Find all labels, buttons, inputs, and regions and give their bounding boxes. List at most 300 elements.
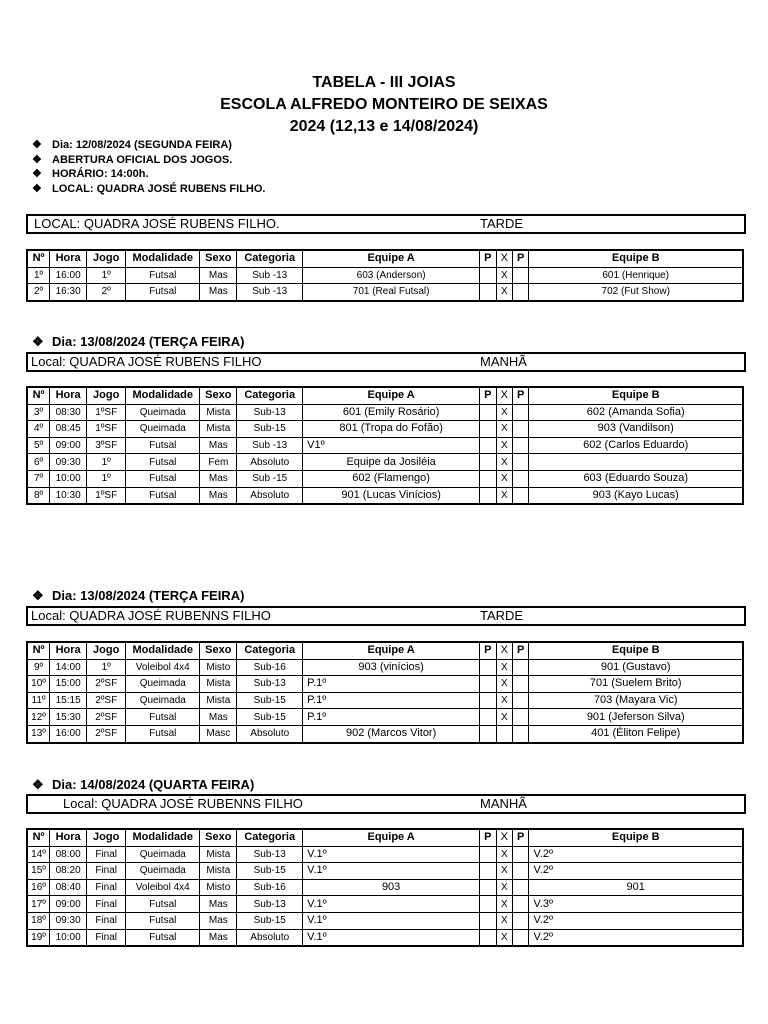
cell-number: 8º: [27, 487, 50, 504]
cell-sex: Mista: [200, 863, 237, 880]
cell-game: 3ºSF: [87, 437, 126, 454]
cell-team-a: 603 (Anderson): [303, 267, 480, 284]
column-header-category: Categoria: [237, 387, 303, 404]
cell-points-b: [513, 284, 529, 301]
cell-category: Sub -13: [237, 284, 303, 301]
cell-sport: Queimada: [126, 692, 200, 709]
table-row: [27, 846, 743, 863]
cell-points-b: [513, 676, 529, 693]
column-header-game: Jogo: [87, 250, 126, 267]
cell-points-b: [513, 725, 529, 742]
cell-sport: Futsal: [126, 470, 200, 487]
column-header-game: Jogo: [87, 387, 126, 404]
cell-sex: Masc: [200, 725, 237, 742]
cell-versus: X: [496, 863, 512, 880]
cell-number: 11º: [27, 692, 50, 709]
column-header-points-a: P: [480, 642, 496, 659]
cell-sport: Futsal: [126, 267, 200, 284]
cell-versus: X: [496, 896, 512, 913]
cell-points-b: [513, 470, 529, 487]
session-3-table: [26, 641, 744, 744]
column-header-versus: X: [496, 387, 512, 404]
cell-team-b: 602 (Carlos Eduardo): [529, 437, 743, 454]
diamond-bullet-icon: ❖: [32, 139, 42, 151]
cell-points-b: [513, 659, 529, 676]
column-header-time: Hora: [50, 642, 87, 659]
cell-sport: Futsal: [126, 929, 200, 946]
diamond-bullet-icon: ❖: [32, 182, 42, 195]
cell-sport: Futsal: [126, 454, 200, 471]
cell-team-b: 901 (Gustavo): [529, 659, 743, 676]
cell-team-a: V.1º: [303, 912, 480, 929]
cell-number: 13º: [27, 725, 50, 742]
cell-number: 7º: [27, 470, 50, 487]
cell-time: 08:00: [50, 846, 87, 863]
cell-team-a: 602 (Flamengo): [303, 470, 480, 487]
cell-team-b: 903 (Kayo Lucas): [529, 487, 743, 504]
intro-item: [32, 182, 266, 197]
column-header-team-b: Equipe B: [529, 642, 743, 659]
cell-number: 19º: [27, 929, 50, 946]
column-header-sport: Modalidade: [126, 829, 200, 846]
session-4-local: Local: QUADRA JOSÉ RUBENNS FILHO: [63, 796, 303, 811]
column-header-points-a: P: [480, 387, 496, 404]
cell-sex: Mas: [200, 896, 237, 913]
cell-points-a: [480, 912, 496, 929]
session-4-day-heading: [32, 777, 254, 793]
cell-sex: Misto: [200, 879, 237, 896]
cell-sex: Fem: [200, 454, 237, 471]
cell-game: 1º: [87, 454, 126, 471]
session-4-day: Dia: 14/08/2024 (QUARTA FEIRA): [52, 777, 255, 792]
cell-versus: X: [496, 709, 512, 726]
cell-versus: [496, 725, 512, 742]
intro-item-text: LOCAL: QUADRA JOSÉ RUBENS FILHO.: [52, 182, 266, 195]
cell-team-a: 902 (Marcos Vitor): [303, 725, 480, 742]
cell-sport: Futsal: [126, 896, 200, 913]
cell-game: 2ºSF: [87, 676, 126, 693]
cell-sport: Voleibol 4x4: [126, 879, 200, 896]
cell-versus: X: [496, 692, 512, 709]
cell-points-a: [480, 421, 496, 438]
diamond-bullet-icon: ❖: [32, 777, 44, 792]
cell-time: 09:30: [50, 454, 87, 471]
cell-points-a: [480, 846, 496, 863]
cell-points-b: [513, 487, 529, 504]
table-row: [27, 659, 743, 676]
table-row: [27, 470, 743, 487]
cell-game: Final: [87, 863, 126, 880]
cell-category: Sub-16: [237, 879, 303, 896]
table-row: [27, 912, 743, 929]
cell-team-b: 701 (Suelem Brito): [529, 676, 743, 693]
cell-sex: Mas: [200, 487, 237, 504]
cell-category: Sub -15: [237, 470, 303, 487]
cell-category: Sub-13: [237, 404, 303, 421]
cell-number: 5º: [27, 437, 50, 454]
session-1-local: LOCAL: QUADRA JOSÉ RUBENS FILHO.: [34, 216, 280, 231]
cell-team-b: V.2º: [529, 846, 743, 863]
diamond-bullet-icon: ❖: [32, 153, 42, 166]
column-header-points-b: P: [513, 250, 529, 267]
cell-points-a: [480, 659, 496, 676]
column-header-sex: Sexo: [200, 387, 237, 404]
cell-sex: Mas: [200, 284, 237, 301]
column-header-number: Nº: [27, 387, 50, 404]
cell-sex: Mista: [200, 676, 237, 693]
cell-points-a: [480, 879, 496, 896]
column-header-points-b: P: [513, 387, 529, 404]
diamond-bullet-icon: ❖: [32, 588, 44, 603]
cell-team-a: 903: [303, 879, 480, 896]
cell-team-b: 601 (Henrique): [529, 267, 743, 284]
intro-item-text: HORÁRIO: 14:00h.: [52, 168, 149, 181]
cell-sport: Futsal: [126, 487, 200, 504]
cell-team-a: P.1º: [303, 709, 480, 726]
session-4-period: MANHÃ: [480, 796, 527, 811]
session-1-table: [26, 249, 744, 302]
cell-time: 14:00: [50, 659, 87, 676]
table-row: [27, 487, 743, 504]
session-2-day-heading: [32, 334, 244, 350]
cell-points-b: [513, 879, 529, 896]
cell-versus: X: [496, 879, 512, 896]
cell-sport: Queimada: [126, 863, 200, 880]
cell-number: 15º: [27, 863, 50, 880]
cell-sport: Queimada: [126, 421, 200, 438]
cell-points-a: [480, 284, 496, 301]
cell-game: Final: [87, 879, 126, 896]
column-header-game: Jogo: [87, 829, 126, 846]
school-name: ESCOLA ALFREDO MONTEIRO DE SEIXAS: [220, 96, 548, 113]
session-1-period: TARDE: [480, 216, 524, 231]
cell-category: Sub-15: [237, 912, 303, 929]
cell-versus: X: [496, 454, 512, 471]
cell-points-b: [513, 912, 529, 929]
cell-team-b: 702 (Fut Show): [529, 284, 743, 301]
column-header-team-a: Equipe A: [303, 829, 480, 846]
table-row: [27, 267, 743, 284]
diamond-bullet-icon: ❖: [32, 334, 44, 349]
cell-sport: Queimada: [126, 404, 200, 421]
cell-sport: Voleibol 4x4: [126, 659, 200, 676]
cell-game: Final: [87, 896, 126, 913]
cell-sex: Mas: [200, 437, 237, 454]
cell-sex: Mista: [200, 421, 237, 438]
cell-points-b: [513, 846, 529, 863]
cell-points-b: [513, 709, 529, 726]
cell-points-a: [480, 725, 496, 742]
cell-versus: X: [496, 659, 512, 676]
table-header-row: [27, 642, 743, 659]
cell-game: 1º: [87, 659, 126, 676]
cell-game: 2ºSF: [87, 725, 126, 742]
column-header-team-b: Equipe B: [529, 387, 743, 404]
column-header-time: Hora: [50, 387, 87, 404]
cell-category: Absoluto: [237, 454, 303, 471]
cell-team-a: P.1º: [303, 676, 480, 693]
cell-versus: X: [496, 846, 512, 863]
cell-versus: X: [496, 421, 512, 438]
cell-sport: Futsal: [126, 725, 200, 742]
column-header-versus: X: [496, 250, 512, 267]
cell-points-a: [480, 267, 496, 284]
cell-category: Absoluto: [237, 487, 303, 504]
table-row: [27, 454, 743, 471]
cell-team-b: 603 (Eduardo Souza): [529, 470, 743, 487]
cell-points-b: [513, 863, 529, 880]
table-row: [27, 421, 743, 438]
cell-points-a: [480, 487, 496, 504]
cell-time: 09:00: [50, 896, 87, 913]
cell-points-a: [480, 692, 496, 709]
cell-team-a: 801 (Tropa do Fofão): [303, 421, 480, 438]
session-3-period: TARDE: [480, 608, 524, 623]
cell-points-b: [513, 404, 529, 421]
cell-team-a: V.1º: [303, 863, 480, 880]
cell-sport: Futsal: [126, 284, 200, 301]
cell-number: 3º: [27, 404, 50, 421]
column-header-category: Categoria: [237, 250, 303, 267]
table-row: [27, 879, 743, 896]
cell-sport: Futsal: [126, 709, 200, 726]
cell-number: 18º: [27, 912, 50, 929]
column-header-sport: Modalidade: [126, 387, 200, 404]
cell-team-b: 401 (Éliton Felipe): [529, 725, 743, 742]
column-header-sex: Sexo: [200, 829, 237, 846]
cell-sex: Mas: [200, 470, 237, 487]
cell-points-a: [480, 709, 496, 726]
cell-category: Sub -13: [237, 267, 303, 284]
cell-team-b: 602 (Amanda Sofia): [529, 404, 743, 421]
cell-team-b: 703 (Mayara Vic): [529, 692, 743, 709]
cell-game: 2º: [87, 284, 126, 301]
cell-time: 08:40: [50, 879, 87, 896]
column-header-team-b: Equipe B: [529, 829, 743, 846]
cell-versus: X: [496, 912, 512, 929]
cell-game: 1º: [87, 470, 126, 487]
cell-game: Final: [87, 929, 126, 946]
cell-points-a: [480, 437, 496, 454]
intro-item-text: ABERTURA OFICIAL DOS JOGOS.: [52, 153, 233, 166]
table-header-row: [27, 250, 743, 267]
session-3-day-heading: [32, 588, 244, 604]
cell-game: 2ºSF: [87, 692, 126, 709]
column-header-points-a: P: [480, 829, 496, 846]
cell-game: Final: [87, 912, 126, 929]
cell-time: 08:20: [50, 863, 87, 880]
cell-number: 9º: [27, 659, 50, 676]
column-header-category: Categoria: [237, 642, 303, 659]
cell-sex: Mas: [200, 267, 237, 284]
cell-time: 10:00: [50, 929, 87, 946]
cell-team-b: [529, 454, 743, 471]
cell-versus: X: [496, 404, 512, 421]
cell-number: 1º: [27, 267, 50, 284]
cell-time: 08:30: [50, 404, 87, 421]
cell-versus: X: [496, 284, 512, 301]
cell-versus: X: [496, 929, 512, 946]
cell-team-a: P.1º: [303, 692, 480, 709]
column-header-number: Nº: [27, 642, 50, 659]
session-2-local: Local: QUADRA JOSÉ RUBENS FILHO: [31, 354, 262, 369]
cell-points-b: [513, 692, 529, 709]
cell-category: Sub-15: [237, 709, 303, 726]
table-row: [27, 404, 743, 421]
cell-sport: Futsal: [126, 437, 200, 454]
cell-time: 15:30: [50, 709, 87, 726]
cell-number: 6º: [27, 454, 50, 471]
column-header-sport: Modalidade: [126, 250, 200, 267]
cell-points-b: [513, 267, 529, 284]
cell-number: 16º: [27, 879, 50, 896]
cell-team-a: 903 (vinícios): [303, 659, 480, 676]
cell-team-b: V.2º: [529, 863, 743, 880]
cell-team-a: V.1º: [303, 846, 480, 863]
cell-versus: X: [496, 676, 512, 693]
column-header-category: Categoria: [237, 829, 303, 846]
cell-versus: X: [496, 487, 512, 504]
session-3-local-bar: [26, 606, 746, 626]
cell-team-b: 901: [529, 879, 743, 896]
cell-sport: Futsal: [126, 912, 200, 929]
intro-item: [32, 138, 266, 153]
column-header-time: Hora: [50, 250, 87, 267]
table-row: [27, 725, 743, 742]
cell-versus: X: [496, 437, 512, 454]
column-header-game: Jogo: [87, 642, 126, 659]
column-header-versus: X: [496, 829, 512, 846]
cell-team-b: V.3º: [529, 896, 743, 913]
cell-number: 17º: [27, 896, 50, 913]
table-row: [27, 709, 743, 726]
session-2-day: Dia: 13/08/2024 (TERÇA FEIRA): [52, 334, 245, 349]
column-header-sex: Sexo: [200, 250, 237, 267]
cell-time: 09:00: [50, 437, 87, 454]
column-header-points-b: P: [513, 642, 529, 659]
cell-sex: Misto: [200, 659, 237, 676]
cell-time: 16:00: [50, 267, 87, 284]
cell-sport: Queimada: [126, 846, 200, 863]
cell-time: 15:15: [50, 692, 87, 709]
table-row: [27, 929, 743, 946]
cell-time: 10:30: [50, 487, 87, 504]
intro-item: [32, 153, 266, 168]
session-2-table: [26, 386, 744, 505]
table-row: [27, 863, 743, 880]
cell-points-a: [480, 676, 496, 693]
column-header-team-a: Equipe A: [303, 387, 480, 404]
cell-versus: X: [496, 267, 512, 284]
cell-category: Sub -13: [237, 437, 303, 454]
cell-sex: Mista: [200, 692, 237, 709]
cell-category: Absoluto: [237, 725, 303, 742]
cell-time: 09:30: [50, 912, 87, 929]
cell-category: Sub-13: [237, 676, 303, 693]
cell-points-a: [480, 470, 496, 487]
diamond-bullet-icon: ❖: [32, 168, 42, 181]
table-header-row: [27, 829, 743, 846]
cell-points-b: [513, 454, 529, 471]
cell-time: 16:30: [50, 284, 87, 301]
session-4-local-bar: [26, 794, 746, 814]
column-header-team-a: Equipe A: [303, 250, 480, 267]
cell-category: Sub-13: [237, 846, 303, 863]
cell-team-a: V.1º: [303, 929, 480, 946]
cell-sex: Mas: [200, 912, 237, 929]
session-2-period: MANHÃ: [480, 354, 527, 369]
cell-category: Sub-15: [237, 421, 303, 438]
table-row: [27, 896, 743, 913]
cell-sex: Mista: [200, 404, 237, 421]
cell-game: 1ºSF: [87, 421, 126, 438]
column-header-points-a: P: [480, 250, 496, 267]
event-dates: 2024 (12,13 e 14/08/2024): [289, 118, 479, 135]
cell-time: 15:00: [50, 676, 87, 693]
cell-category: Sub-15: [237, 692, 303, 709]
cell-versus: X: [496, 470, 512, 487]
session-4-table: [26, 828, 744, 947]
cell-sex: Mista: [200, 846, 237, 863]
cell-game: 1º: [87, 267, 126, 284]
cell-number: 2º: [27, 284, 50, 301]
column-header-number: Nº: [27, 250, 50, 267]
cell-points-a: [480, 929, 496, 946]
column-header-sex: Sexo: [200, 642, 237, 659]
cell-game: Final: [87, 846, 126, 863]
cell-team-a: V1º: [303, 437, 480, 454]
cell-points-b: [513, 896, 529, 913]
cell-time: 10:00: [50, 470, 87, 487]
cell-time: 16:00: [50, 725, 87, 742]
cell-points-a: [480, 896, 496, 913]
cell-category: Absoluto: [237, 929, 303, 946]
cell-team-a: 701 (Real Futsal): [303, 284, 480, 301]
session-3-day: Dia: 13/08/2024 (TERÇA FEIRA): [52, 588, 245, 603]
table-row: [27, 676, 743, 693]
cell-category: Sub-15: [237, 863, 303, 880]
cell-team-b: 903 (Vandilson): [529, 421, 743, 438]
table-row: [27, 437, 743, 454]
cell-sport: Queimada: [126, 676, 200, 693]
intro-list: [32, 138, 266, 196]
intro-item: [32, 167, 266, 182]
cell-team-b: 901 (Jeferson Silva): [529, 709, 743, 726]
cell-number: 12º: [27, 709, 50, 726]
cell-points-b: [513, 437, 529, 454]
cell-game: 1ºSF: [87, 404, 126, 421]
table-row: [27, 284, 743, 301]
cell-category: Sub-13: [237, 896, 303, 913]
cell-team-b: V.2º: [529, 929, 743, 946]
cell-time: 08:45: [50, 421, 87, 438]
cell-number: 14º: [27, 846, 50, 863]
cell-team-a: 601 (Emily Rosário): [303, 404, 480, 421]
column-header-points-b: P: [513, 829, 529, 846]
intro-item-text: Dia: 12/08/2024 (SEGUNDA FEIRA): [52, 139, 232, 151]
cell-number: 10º: [27, 676, 50, 693]
column-header-number: Nº: [27, 829, 50, 846]
cell-points-a: [480, 863, 496, 880]
cell-team-a: Equipe da Josiléia: [303, 454, 480, 471]
column-header-sport: Modalidade: [126, 642, 200, 659]
table-header-row: [27, 387, 743, 404]
cell-points-a: [480, 404, 496, 421]
cell-points-b: [513, 421, 529, 438]
column-header-versus: X: [496, 642, 512, 659]
session-3-local: Local: QUADRA JOSÉ RUBENNS FILHO: [31, 608, 271, 623]
cell-team-b: V.2º: [529, 912, 743, 929]
